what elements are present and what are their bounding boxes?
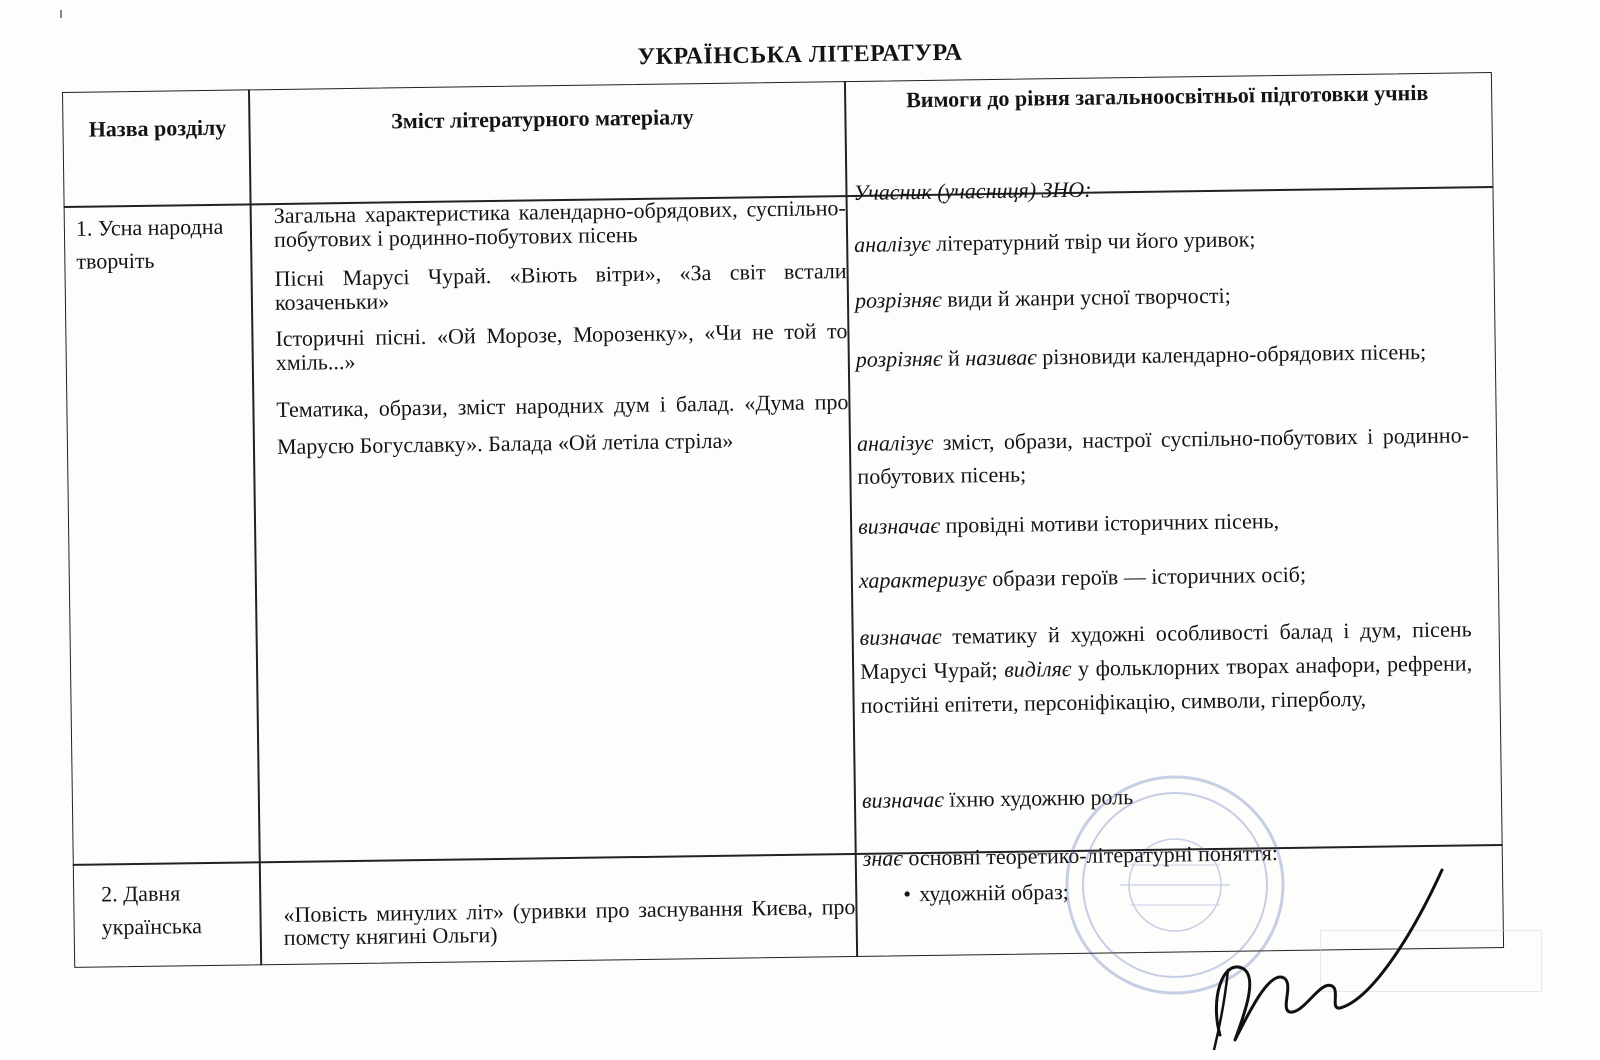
requirement-verb: аналізує (856, 429, 934, 456)
requirement-verb: аналізує (854, 230, 931, 257)
requirement-text: у фольклорних творах анафори, рефрени, постійні епітети, персоніфікацію, символи, гіперболу, (860, 650, 1473, 719)
requirement-text: їхню художню роль (943, 784, 1134, 812)
signature (1180, 850, 1460, 1050)
requirement-verb: визначає (857, 512, 941, 539)
requirement-text: зміст, образи, настрої суспільно-побутових і родинно-побутових пісень; (857, 422, 1470, 489)
content-text: Тематика, образи, зміст народних дум і балад. «Дума про Марусю Богуславку». Балада «Ой летіла стріла» (276, 389, 849, 460)
header-requirements: Вимоги до рівня загальноосвітньої підготовки учнів (905, 79, 1429, 113)
requirement-text: образи героїв — історичних осіб; (986, 561, 1307, 592)
requirement-verb: виділяє (1004, 656, 1072, 682)
requirement-text: художній образ; (919, 879, 1069, 907)
content-paragraph (275, 319, 848, 374)
intro-text: Учасник (учасниця) ЗНО: (853, 176, 1092, 205)
requirement-text: тематику й художні особливості балад і дум, пісень Марусі Чурай; (859, 616, 1472, 685)
content-text: Пісні Марусі Чурай. «Віють вітри», «За світ встали козаченьки» (274, 258, 847, 315)
requirement-verb: називає (965, 344, 1037, 371)
requirement-text: різновиди календарно-обрядових пісень; (1036, 338, 1427, 370)
requirement-conjunction: й (942, 345, 966, 371)
requirement-verb: визначає (859, 623, 942, 650)
content-paragraph (283, 895, 856, 949)
content-text: Історичні пісні. «Ой Морозе, Морозенку», «Чи не той то хміль...» (275, 318, 848, 375)
requirement-verb: визначає (861, 786, 944, 813)
header-section-name: Назва розділу (88, 114, 227, 142)
requirement-verb: розрізняє (854, 286, 942, 313)
requirement-item (859, 612, 1472, 723)
section-name-2: 2. Давня українська (101, 880, 203, 940)
requirement-text: провідні мотиви історичних пісень, (939, 508, 1280, 538)
bullet-icon: • (903, 881, 912, 907)
content-paragraph (274, 259, 847, 314)
section-name-1: 1. Усна народна творчіть (75, 213, 224, 274)
requirement-verb: розрізняє (855, 345, 943, 372)
scan-mark (60, 10, 62, 18)
content-text: «Повість минулих літ» (уривки про заснування Києва, про помсту княгині Ольги) (283, 894, 856, 951)
header-content: Зміст літературного матеріалу (390, 104, 694, 134)
content-paragraph (276, 383, 849, 466)
content-paragraph (274, 196, 847, 251)
requirement-text: основні теоретико-літературні поняття: (902, 840, 1279, 871)
document-title: УКРАЇНСЬКА ЛІТЕРАТУРА (637, 39, 963, 71)
requirement-text: види й жанри усної творчості; (941, 282, 1231, 312)
requirement-text: літературний твір чи його уривок; (930, 226, 1256, 256)
requirement-item (857, 418, 1470, 493)
content-text: Загальна характеристика календарно-обрядових, суспільно-побутових і родинно-побутових пісень (273, 195, 846, 252)
requirement-verb: характеризує (858, 566, 987, 593)
requirement-verb: знає (862, 845, 904, 871)
